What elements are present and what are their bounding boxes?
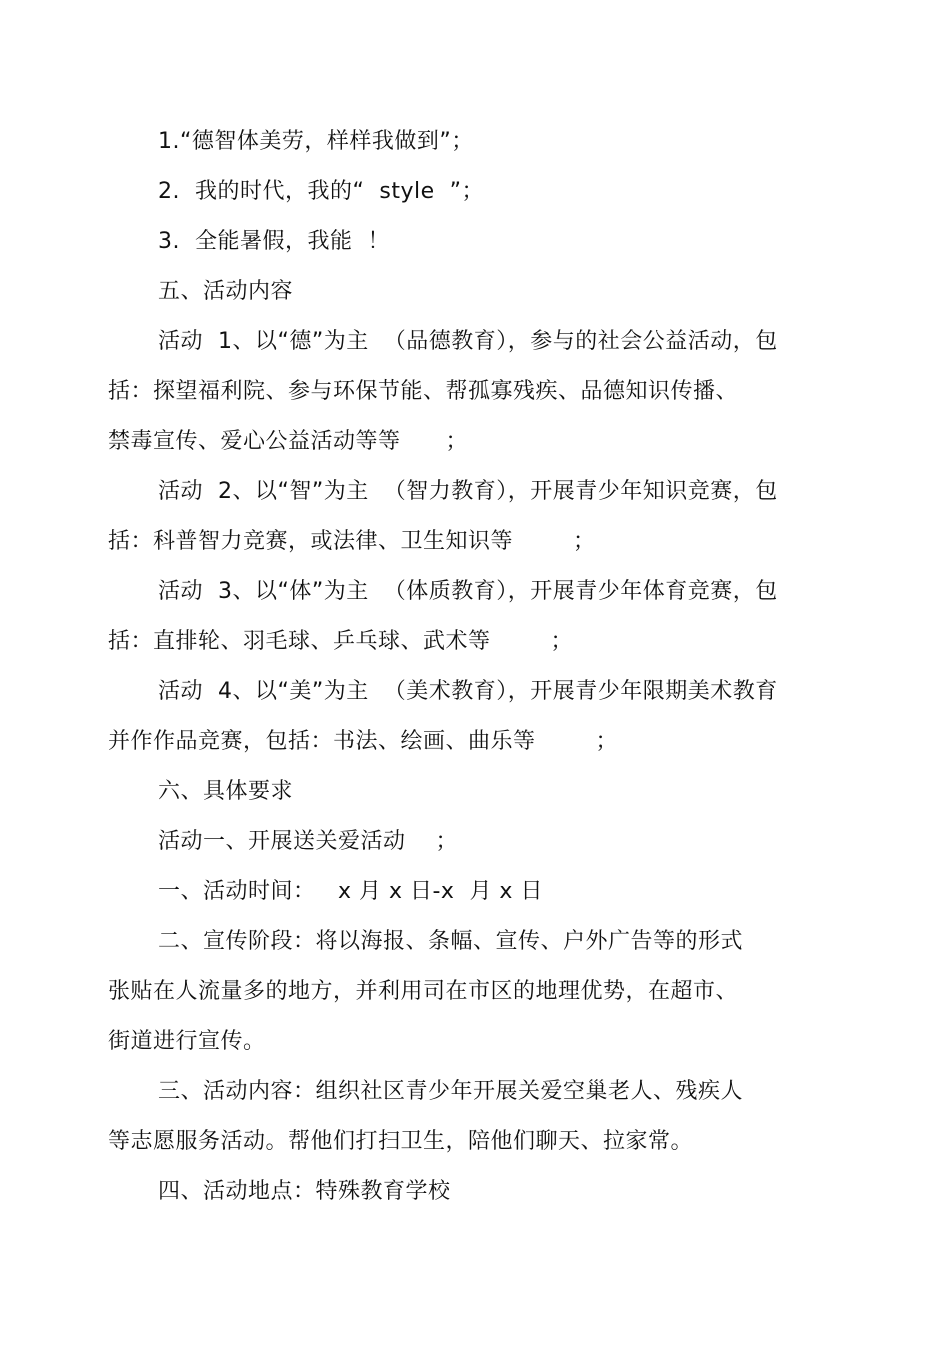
activity-content-line-2: 等志愿服务活动。帮他们打扫卫生，陪他们聊天、拉家常。 [108,1129,694,1154]
section-heading-requirements: 六、具体要求 [158,779,294,804]
paragraph-activity-4-line-1: 活动 4、以“美”为主 （美术教育），开展青少年限期美术教育 [158,679,778,704]
section-heading-activity-content: 五、活动内容 [158,279,294,304]
activity-content-line-1: 三、活动内容：组织社区青少年开展关爱空巢老人、残疾人 [158,1079,744,1104]
promotion-stage-line-2: 张贴在人流量多的地方，并利用司在市区的地理优势，在超市、 [108,979,739,1004]
paragraph-activity-1-line-1: 活动 1、以“德”为主 （品德教育），参与的社会公益活动，包 [158,329,778,354]
list-item-2: 2. 我的时代，我的“ style ”； [158,179,484,204]
paragraph-activity-3-line-1: 活动 3、以“体”为主 （体质教育），开展青少年体育竞赛，包 [158,579,778,604]
paragraph-activity-4-line-2: 并作作品竞赛，包括：书法、绘画、曲乐等 ； [108,729,618,754]
list-item-3: 3. 全能暑假，我能 ！ [158,229,390,254]
paragraph-activity-1-line-2: 括：探望福利院、参与环保节能、帮孤寡残疾、品德知识传播、 [108,379,739,404]
promotion-stage-line-3: 街道进行宣传。 [108,1029,266,1054]
promotion-stage-line-1: 二、宣传阶段：将以海报、条幅、宣传、户外广告等的形式 [158,929,744,954]
paragraph-activity-3-line-2: 括：直排轮、羽毛球、乒乓球、武术等 ； [108,629,573,654]
activity-location-line: 四、活动地点：特殊教育学校 [158,1179,451,1204]
paragraph-activity-2-line-1: 活动 2、以“智”为主 （智力教育），开展青少年知识竞赛，包 [158,479,778,504]
paragraph-activity-1-line-3: 禁毒宣传、爱心公益活动等等 ； [108,429,468,454]
subheading-activity-one: 活动一、开展送关爱活动 ； [158,829,458,854]
list-item-1: 1.“德智体美劳，样样我做到”； [158,129,474,154]
paragraph-activity-2-line-2: 括：科普智力竞赛，或法律、卫生知识等 ； [108,529,596,554]
activity-time-line: 一、活动时间： x 月 x 日-x 月 x 日 [158,879,543,904]
